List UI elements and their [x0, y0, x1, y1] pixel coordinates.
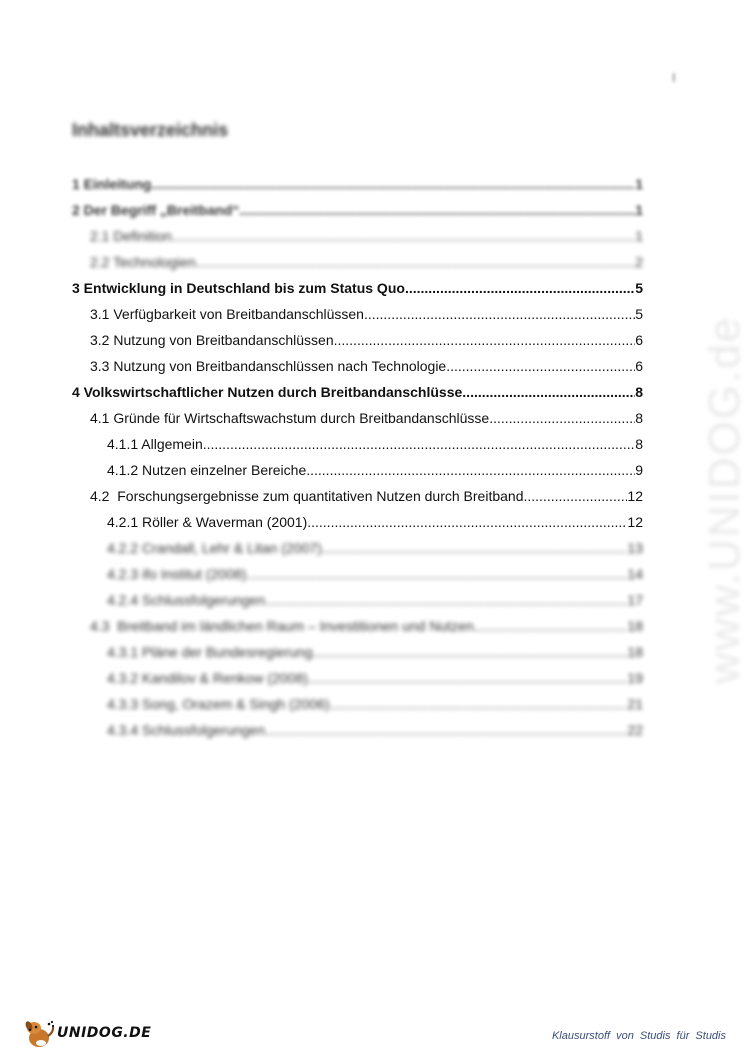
- toc-entry-label: 4.2.2 Crandall, Lehr & Litan (2007): [107, 540, 322, 556]
- toc-entry-page: 2: [635, 254, 643, 270]
- toc-entry[interactable]: [72, 561, 643, 587]
- toc-entry-page: 8: [635, 436, 643, 452]
- toc-entry-label: 1 Einleitung: [72, 176, 152, 192]
- dot-leader: [322, 535, 628, 561]
- watermark: [700, 270, 750, 730]
- toc-entry-label: 4.3 Breitband im ländlichen Raum – Investitionen und Nutzen: [90, 618, 474, 634]
- toc-entry-page: 6: [635, 332, 643, 348]
- toc-entry[interactable]: [72, 639, 643, 665]
- page-number: I: [672, 70, 676, 85]
- dog-mascot-icon: [22, 1016, 56, 1050]
- toc-entry-page: 5: [635, 280, 643, 296]
- dot-leader: [246, 561, 627, 587]
- toc-entry-label: 4 Volkswirtschaftlicher Nutzen durch Breitbandanschlüsse: [72, 384, 463, 400]
- toc-entry[interactable]: [72, 223, 643, 249]
- toc-entry-label: 4.3.4 Schlussfolgerungen: [107, 722, 265, 738]
- dot-leader: [405, 275, 635, 301]
- dot-leader: [172, 223, 635, 249]
- toc-entry[interactable]: [72, 405, 643, 431]
- toc-entry-page: 1: [635, 228, 643, 244]
- toc-entry-page: 6: [635, 358, 643, 374]
- toc-entry-page: 19: [627, 670, 643, 686]
- toc-entry[interactable]: [72, 509, 643, 535]
- toc-entry-page: 1: [635, 202, 643, 218]
- toc-entry-label: 2.1 Definition: [90, 228, 172, 244]
- toc-entry-label: 3.3 Nutzung von Breitbandanschlüssen nach Technologie: [90, 358, 447, 374]
- dot-leader: [334, 327, 636, 353]
- toc-entry-page: 18: [627, 618, 643, 634]
- logo-text: UNIDOG.DE: [57, 1025, 152, 1041]
- dot-leader: [330, 691, 628, 717]
- toc-entry-label: 3 Entwicklung in Deutschland bis zum Status Quo: [72, 280, 405, 296]
- toc-entry[interactable]: [72, 613, 643, 639]
- toc-entry-page: 17: [627, 592, 643, 608]
- toc-entry[interactable]: [72, 717, 643, 743]
- toc-entry[interactable]: [72, 275, 643, 301]
- toc-entry-page: 12: [627, 514, 643, 530]
- dot-leader: [265, 717, 627, 743]
- toc-entry-page: 8: [635, 384, 643, 400]
- toc-entry-label: 4.3.1 Pläne der Bundesregierung: [107, 644, 313, 660]
- toc-entry[interactable]: [72, 197, 643, 223]
- toc-entry[interactable]: [72, 665, 643, 691]
- toc-entry-label: 4.1.1 Allgemein: [107, 436, 203, 452]
- toc-entry-label: 4.3.3 Song, Orazem & Singh (2006): [107, 696, 330, 712]
- toc-entry[interactable]: [72, 483, 643, 509]
- toc-entry-label: 4.2 Forschungsergebnisse zum quantitativen Nutzen durch Breitband: [90, 488, 524, 504]
- toc-entry[interactable]: [72, 327, 643, 353]
- toc-entry[interactable]: [72, 535, 643, 561]
- toc-entry-label: 4.2.3 ifo Institut (2008): [107, 566, 247, 582]
- dot-leader: [364, 301, 635, 327]
- toc-entry-page: 1: [635, 176, 643, 192]
- toc-entry-label: 4.1 Gründe für Wirtschaftswachstum durch Breitbandanschlüsse: [90, 410, 490, 426]
- toc-entry-page: 8: [635, 410, 643, 426]
- toc-entry[interactable]: [72, 431, 643, 457]
- watermark-text: www.UNIDOG.de: [700, 315, 750, 685]
- dot-leader: [151, 171, 635, 197]
- dot-leader: [196, 249, 636, 275]
- toc-entry-page: 13: [627, 540, 643, 556]
- toc-entry[interactable]: [72, 171, 643, 197]
- toc-entry[interactable]: [72, 457, 643, 483]
- toc-entry-label: 4.1.2 Nutzen einzelner Bereiche: [107, 462, 307, 478]
- toc-entry-label: 3.1 Verfügbarkeit von Breitbandanschlüssen: [90, 306, 364, 322]
- toc-entry-page: 12: [627, 488, 643, 504]
- toc-entry[interactable]: [72, 379, 643, 405]
- toc-entry-label: 4.2.4 Schlussfolgerungen: [107, 592, 265, 608]
- toc-entry[interactable]: [72, 587, 643, 613]
- toc-entry-page: 5: [635, 306, 643, 322]
- toc-entry[interactable]: [72, 691, 643, 717]
- unidog-logo[interactable]: [22, 1016, 151, 1050]
- dot-leader: [462, 379, 635, 405]
- toc-entry-page: 18: [627, 644, 643, 660]
- toc-entry-page: 9: [635, 462, 643, 478]
- toc-entry-page: 14: [627, 566, 643, 582]
- toc-entry[interactable]: [72, 301, 643, 327]
- toc-entry-label: 3.2 Nutzung von Breitbandanschlüssen: [90, 332, 334, 348]
- dot-leader: [312, 639, 627, 665]
- toc-heading: Inhaltsverzeichnis: [72, 120, 229, 140]
- dot-leader: [306, 457, 635, 483]
- dot-leader: [523, 483, 627, 509]
- dot-leader: [239, 197, 635, 223]
- toc-entry-page: 21: [627, 696, 643, 712]
- toc-entry-label: 2.2 Technologien: [90, 254, 196, 270]
- dot-leader: [474, 613, 628, 639]
- dot-leader: [489, 405, 635, 431]
- toc-entry[interactable]: [72, 353, 643, 379]
- table-of-contents: [72, 171, 643, 743]
- dot-leader: [446, 353, 635, 379]
- dot-leader: [203, 431, 635, 457]
- toc-entry[interactable]: [72, 249, 643, 275]
- dot-leader: [308, 665, 628, 691]
- dot-leader: [307, 509, 627, 535]
- toc-entry-page: 22: [627, 722, 643, 738]
- toc-entry-label: 4.2.1 Röller & Waverman (2001): [107, 514, 308, 530]
- dot-leader: [265, 587, 627, 613]
- toc-entry-label: 2 Der Begriff „Breitband“: [72, 202, 240, 218]
- toc-entry-label: 4.3.2 Kandilov & Renkow (2008): [107, 670, 308, 686]
- footer-tagline: Klausurstoff von Studis für Studis: [551, 1030, 726, 1042]
